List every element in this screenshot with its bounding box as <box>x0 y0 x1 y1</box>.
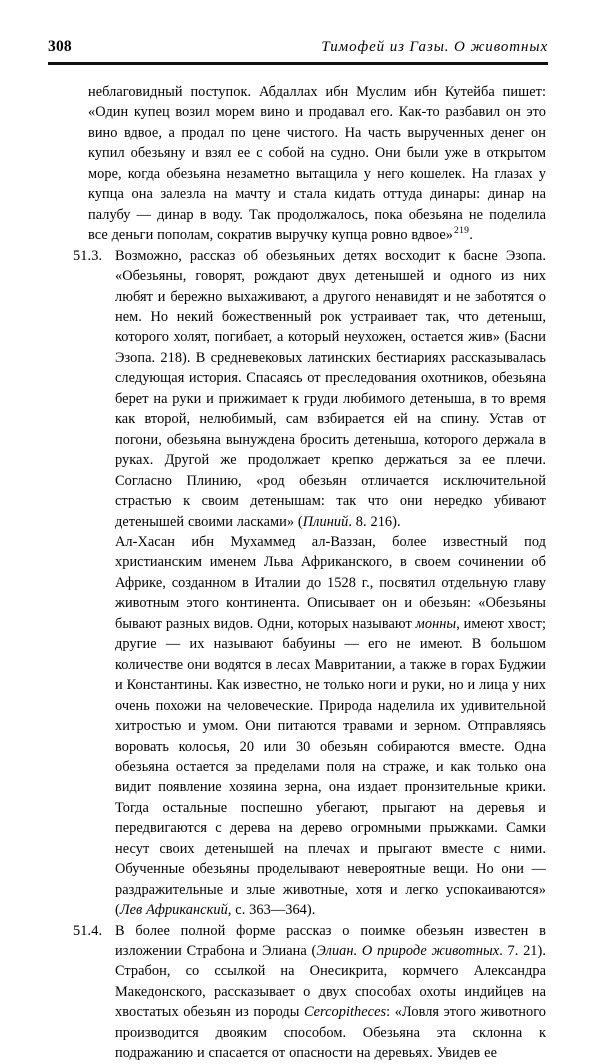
citation-aelian: Элиан. О природе животных <box>316 943 500 960</box>
citation-leo-africanus-locus: , с. 363—364). <box>227 902 316 919</box>
paragraph-leo-africanus-wrap <box>88 532 546 921</box>
citation-leo-africanus: Лев Африканский <box>119 902 228 919</box>
citation-aelian-locus: . 7. 21). Страбон, со ссылкой на Онесикрита, кормчего Александра Македонского, рассказывает о двух способах охоты индийцев на хвостатых обезьян из породы <box>115 943 546 1021</box>
section-number-51-3: 51.3. <box>73 247 103 264</box>
footnote-marker-219[interactable]: 219 <box>453 225 470 237</box>
section-51-4 <box>73 921 546 1064</box>
section-51-4-paragraph <box>115 921 546 1064</box>
section-51-4-text-part-1: В более полной форме рассказ о поимке обезьян известен в изложении Страбона и Элиана ( <box>115 922 546 960</box>
text-block <box>73 82 546 1064</box>
section-51-4-text-part-2: : «Ловля этого животного производится двояким способом. Обезьяна эта склонна к подражанию и спасается от опасности на деревьях. Увидев ее <box>115 1004 546 1062</box>
paragraph-leo-africanus <box>115 532 546 921</box>
page-header <box>48 38 548 56</box>
paragraph-continued-tail: . <box>469 227 473 244</box>
section-51-3-text: Возможно, рассказ об обезьяньих детях восходит к басне Эзопа. «Обезьяны, говорят, рождают двух детенышей и одного из них любят и бережно выхаживают, а другого ненавидят и не заботятся о нем. Но некий божественный рок устраивает так, что детеныш, которого холят, погибает, а который неухожен, остается жив» (Басни Эзопа. 218). В средневековых латинских бестиариях рассказывалась следующая история. Спасаясь от преследования охотников, обезьяна берет на руки и прижимает к груди любимого детеныша, в то время как второй, нелюбимый, сам взбирается ей на спину. Устав от погони, обезьяна вынуждена бросить детеныша, которого держала в руках. Другой же продолжает крепко держаться за ее плечи. Согласно Плинию, «род обезьян отличается исключительной страстью к своим детенышам: так что они нередко убивают детенышей своими ласками» ( <box>115 247 546 530</box>
section-51-3-paragraph <box>115 246 546 532</box>
page-number: 308 <box>48 38 72 55</box>
leo-text-part-1: Ал-Хасан ибн Мухаммед ал-Ваззан, более известный под христианским именем Льва Африканского, в своем сочинении об Африке, созданном в Италии до 1528 г., посвятил отдельную главу животным этого континента. Описывает он и обезьян: «Обезьяны бывают разных видов. Одни, которых называют <box>115 533 546 632</box>
paragraph-continued <box>88 82 546 246</box>
paragraph-continued-text: неблаговидный поступок. Абдаллах ибн Муслим ибн Кутейба пишет: «Один купец возил морем вино и продавал его. Как-то разбавил он это вино вдвое, а продал по цене чистого. На часть вырученных денег он купил обезьяну и взял ее с собой на судно. Они были уже в открытом море, когда обезьяна незаметно вытащила у него кошелек. На глазах у купца она залезла на мачту и стала кидать оттуда динары: динар на палубу — динар в воду. Так продолжалось, пока обезьяна не поделила все деньги пополам, сократив выручку купца ровно вдвое» <box>88 84 546 244</box>
species-name-cercopitheces: Cercopitheces <box>303 1004 387 1021</box>
leo-text-part-2: , имеют хвост; другие — их называют бабуины — его не имеют. В большом количестве они водятся в лесах Мавритании, а также в горах Буджии и Константины. Как известно, не только ноги и руки, но и лица у них очень похожи на человеческие. Природа наделила их удивительной хитростью и умом. Они питаются травами и зерном. Отправляясь воровать колосья, 20 или 30 обезьян собираются вместе. Одна обезьяна остается за пределами поля на страже, и как только она видит появление хозяина зерна, она издает пронзительные крики. Тогда остальные поспешно убегают, прыгают на деревья и передвигаются с дерева на дерево огромными прыжками. Самки несут своих детенышей на плечах и прыгают вместе с ними. Обученные обезьяны проделывают невероятные вещи. Но они — раздражительные и злые животные, хотя и легко успокаиваются» ( <box>115 615 546 919</box>
header-rule <box>48 62 548 65</box>
running-title: Тимофей из Газы. О животных <box>321 39 548 55</box>
section-51-3 <box>73 246 546 532</box>
section-number-51-4: 51.4. <box>73 922 103 939</box>
citation-pliny: Плиний <box>302 513 349 530</box>
term-monny: монны <box>415 615 457 632</box>
citation-pliny-locus: . 8. 216). <box>348 513 401 530</box>
